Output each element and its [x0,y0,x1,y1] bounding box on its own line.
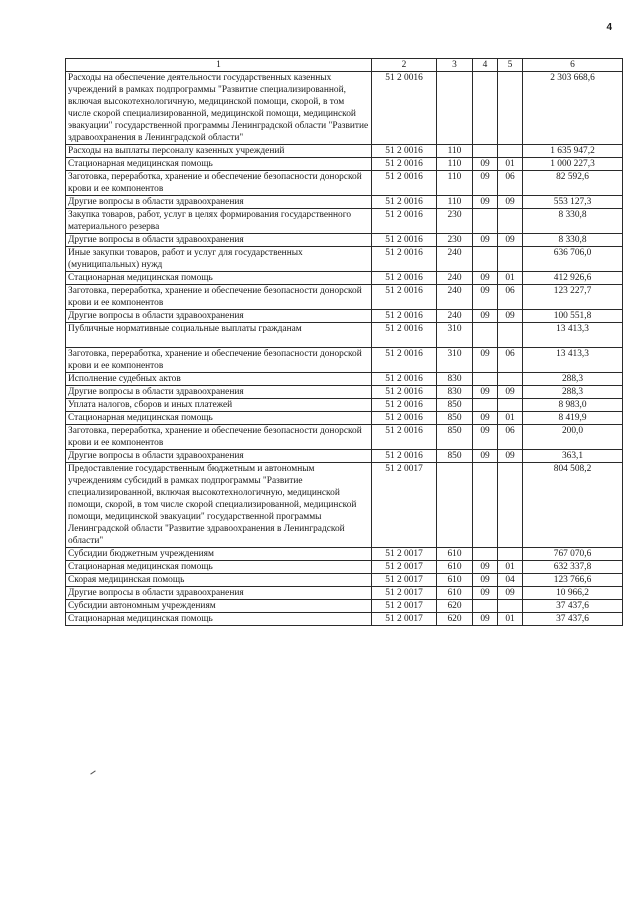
row-name: Стационарная медицинская помощь [66,158,372,171]
row-amount: 363,1 [523,450,623,463]
table-row [66,386,623,399]
row-code: 51 2 0016 [372,209,437,234]
row-code: 51 2 0016 [372,450,437,463]
row-col5 [498,72,523,145]
row-col5: 09 [498,450,523,463]
row-col5: 06 [498,348,523,373]
row-col5: 01 [498,158,523,171]
row-code: 51 2 0017 [372,463,437,548]
row-col5: 09 [498,234,523,247]
row-col4 [473,600,498,613]
table-row [66,399,623,412]
row-code: 51 2 0017 [372,574,437,587]
row-code: 51 2 0017 [372,613,437,626]
row-name: Расходы на обеспечение деятельности государственных казенных учреждений в рамках подпрограммы "Развитие специализированной, включая высокотехнологичную, медицинской помощи, скорой, в том числе скорой специализированной, медицинской помощи, медицинской эвакуации" государственной программы Ленинградской области "Развитие здравоохранения в Ленинградской области" [66,72,372,145]
row-col3: 620 [437,613,473,626]
row-col4: 09 [473,234,498,247]
row-name: Публичные нормативные социальные выплаты гражданам [66,323,372,348]
row-col3: 240 [437,285,473,310]
table-row [66,285,623,310]
row-amount: 1 635 947,2 [523,145,623,158]
row-name: Уплата налогов, сборов и иных платежей [66,399,372,412]
row-col4 [473,72,498,145]
row-name: Стационарная медицинская помощь [66,561,372,574]
row-col4: 09 [473,574,498,587]
row-col3: 610 [437,548,473,561]
row-col4: 09 [473,196,498,209]
row-col5 [498,145,523,158]
row-col4: 09 [473,158,498,171]
table-row [66,574,623,587]
table-row [66,272,623,285]
row-col3: 830 [437,386,473,399]
row-name: Стационарная медицинская помощь [66,272,372,285]
row-name: Другие вопросы в области здравоохранения [66,386,372,399]
row-code: 51 2 0016 [372,72,437,145]
row-amount: 123 766,6 [523,574,623,587]
budget-table [65,58,623,626]
row-code: 51 2 0016 [372,425,437,450]
row-col5: 01 [498,412,523,425]
row-col5: 01 [498,561,523,574]
row-col3: 610 [437,574,473,587]
row-col3: 110 [437,196,473,209]
row-name: Заготовка, переработка, хранение и обеспечение безопасности донорской крови и ее компонентов [66,285,372,310]
row-col5: 06 [498,425,523,450]
row-col3: 610 [437,561,473,574]
row-amount: 1 000 227,3 [523,158,623,171]
row-col4 [473,399,498,412]
row-col3: 240 [437,272,473,285]
table-row [66,463,623,548]
row-col4: 09 [473,386,498,399]
row-col5 [498,548,523,561]
row-col3 [437,72,473,145]
row-col4: 09 [473,613,498,626]
column-header: 6 [523,59,623,72]
row-name: Другие вопросы в области здравоохранения [66,450,372,463]
row-col5: 01 [498,272,523,285]
row-col5: 09 [498,587,523,600]
row-col3: 310 [437,323,473,348]
row-col4: 09 [473,450,498,463]
table-row [66,587,623,600]
table-row [66,72,623,145]
table-row [66,548,623,561]
row-col4: 09 [473,285,498,310]
row-col5 [498,209,523,234]
row-col5 [498,373,523,386]
row-code: 51 2 0016 [372,386,437,399]
row-code: 51 2 0016 [372,412,437,425]
row-name: Закупка товаров, работ, услуг в целях формирования государственного материального резерва [66,209,372,234]
row-amount: 37 437,6 [523,600,623,613]
row-name: Иные закупки товаров, работ и услуг для государственных (муниципальных) нужд [66,247,372,272]
row-amount: 37 437,6 [523,613,623,626]
table-row [66,600,623,613]
row-col3: 110 [437,145,473,158]
scan-mark [90,770,95,774]
row-amount: 412 926,6 [523,272,623,285]
table-row [66,247,623,272]
row-col5: 09 [498,310,523,323]
row-name: Другие вопросы в области здравоохранения [66,587,372,600]
table-row [66,310,623,323]
row-amount: 8 983,0 [523,399,623,412]
column-header: 4 [473,59,498,72]
row-code: 51 2 0017 [372,561,437,574]
row-amount: 804 508,2 [523,463,623,548]
row-code: 51 2 0016 [372,234,437,247]
row-col4: 09 [473,425,498,450]
row-name: Предоставление государственным бюджетным и автономным учреждениям субсидий в рамках подпрограммы "Развитие специализированной, включая высокотехнологичную, медицинской помощи, скорой, в том числе скорой специализированной, медицинской помощи, медицинской эвакуации" государственной программы Ленинградской области "Развитие здравоохранения в Ленинградской области" [66,463,372,548]
row-col3: 240 [437,247,473,272]
row-name: Другие вопросы в области здравоохранения [66,310,372,323]
table-row [66,171,623,196]
row-amount: 13 413,3 [523,323,623,348]
header-row [66,59,623,72]
row-col3: 850 [437,450,473,463]
table-row [66,348,623,373]
row-col3: 110 [437,158,473,171]
row-code: 51 2 0017 [372,587,437,600]
row-code: 51 2 0016 [372,196,437,209]
row-col5: 09 [498,196,523,209]
row-col4: 09 [473,587,498,600]
row-col3: 230 [437,234,473,247]
row-name: Другие вопросы в области здравоохранения [66,234,372,247]
row-code: 51 2 0016 [372,323,437,348]
row-code: 51 2 0016 [372,348,437,373]
row-col4: 09 [473,412,498,425]
row-amount: 288,3 [523,373,623,386]
row-amount: 632 337,8 [523,561,623,574]
table-row [66,450,623,463]
row-col4: 09 [473,272,498,285]
row-col3: 850 [437,425,473,450]
table-row [66,373,623,386]
row-col5: 06 [498,171,523,196]
table-row [66,145,623,158]
table-row [66,425,623,450]
table-row [66,158,623,171]
row-col3 [437,463,473,548]
row-name: Скорая медицинская помощь [66,574,372,587]
row-name: Субсидии бюджетным учреждениям [66,548,372,561]
row-col3: 310 [437,348,473,373]
row-code: 51 2 0016 [372,373,437,386]
row-col4: 09 [473,310,498,323]
row-amount: 100 551,8 [523,310,623,323]
row-code: 51 2 0016 [372,272,437,285]
column-header: 1 [66,59,372,72]
row-col5 [498,600,523,613]
row-col4: 09 [473,348,498,373]
row-code: 51 2 0017 [372,548,437,561]
row-code: 51 2 0016 [372,399,437,412]
row-name: Субсидии автономным учреждениям [66,600,372,613]
row-name: Стационарная медицинская помощь [66,613,372,626]
table-row [66,561,623,574]
table-row [66,209,623,234]
row-amount: 767 070,6 [523,548,623,561]
row-name: Заготовка, переработка, хранение и обеспечение безопасности донорской крови и ее компонентов [66,348,372,373]
row-col4: 09 [473,561,498,574]
row-col3: 830 [437,373,473,386]
row-code: 51 2 0016 [372,247,437,272]
row-amount: 13 413,3 [523,348,623,373]
row-name: Заготовка, переработка, хранение и обеспечение безопасности донорской крови и ее компонентов [66,171,372,196]
table-row [66,323,623,348]
row-amount: 8 419,9 [523,412,623,425]
row-col4 [473,463,498,548]
row-col5: 09 [498,386,523,399]
row-col4 [473,323,498,348]
row-amount: 123 227,7 [523,285,623,310]
table-row [66,234,623,247]
column-header: 2 [372,59,437,72]
row-amount: 82 592,6 [523,171,623,196]
row-col4 [473,247,498,272]
row-name: Исполнение судебных актов [66,373,372,386]
row-name: Стационарная медицинская помощь [66,412,372,425]
table-row [66,412,623,425]
row-name: Другие вопросы в области здравоохранения [66,196,372,209]
row-col3: 620 [437,600,473,613]
column-header: 5 [498,59,523,72]
row-code: 51 2 0016 [372,171,437,196]
page-number: 4 [606,22,612,33]
row-amount: 288,3 [523,386,623,399]
table-row [66,613,623,626]
row-col3: 850 [437,412,473,425]
row-col4 [473,548,498,561]
row-code: 51 2 0016 [372,285,437,310]
row-amount: 2 303 668,6 [523,72,623,145]
row-col5 [498,247,523,272]
row-amount: 10 966,2 [523,587,623,600]
row-code: 51 2 0016 [372,158,437,171]
row-col5: 06 [498,285,523,310]
row-col3: 240 [437,310,473,323]
row-col4: 09 [473,171,498,196]
row-col5 [498,463,523,548]
row-col4 [473,145,498,158]
row-col4 [473,373,498,386]
row-amount: 200,0 [523,425,623,450]
row-code: 51 2 0016 [372,145,437,158]
row-col4 [473,209,498,234]
row-col5: 04 [498,574,523,587]
row-amount: 8 330,8 [523,234,623,247]
row-col5 [498,323,523,348]
column-header: 3 [437,59,473,72]
row-col5: 01 [498,613,523,626]
row-code: 51 2 0017 [372,600,437,613]
row-col5 [498,399,523,412]
table-row [66,196,623,209]
row-amount: 636 706,0 [523,247,623,272]
row-name: Расходы на выплаты персоналу казенных учреждений [66,145,372,158]
row-amount: 8 330,8 [523,209,623,234]
row-col3: 610 [437,587,473,600]
row-amount: 553 127,3 [523,196,623,209]
row-name: Заготовка, переработка, хранение и обеспечение безопасности донорской крови и ее компонентов [66,425,372,450]
row-col3: 110 [437,171,473,196]
row-code: 51 2 0016 [372,310,437,323]
row-col3: 850 [437,399,473,412]
row-col3: 230 [437,209,473,234]
